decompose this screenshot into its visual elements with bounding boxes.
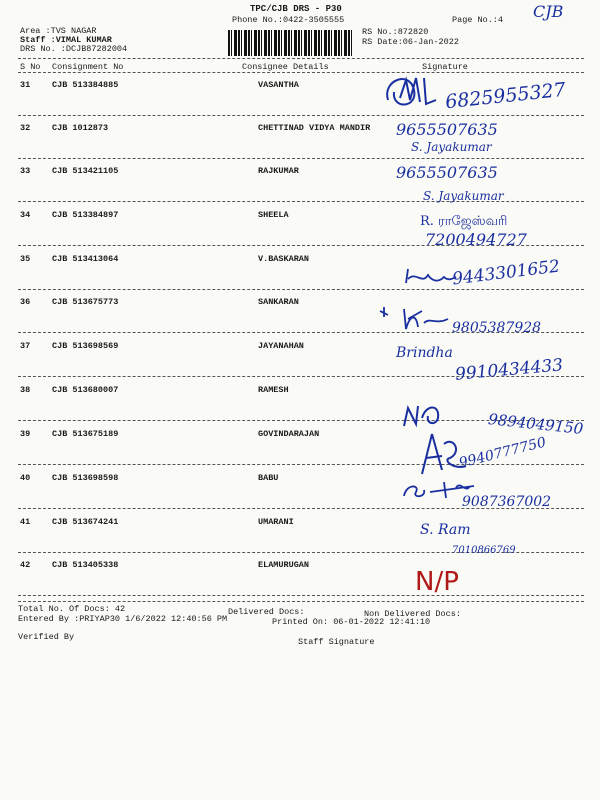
handwriting-row-41-name: S. Ram [420,522,471,538]
row-divider [18,158,584,159]
row-consignee-name: SHEELA [258,210,289,220]
row-consignee-name: UMARANI [258,517,294,527]
rs-number: RS No.:872820 [362,27,429,37]
handwriting-row-40: 9087367002 [462,494,552,510]
row-consignment-no: CJB 513384897 [52,210,119,220]
row-consignee-name: JAYANAHAN [258,341,304,351]
row-sno: 40 [20,473,31,483]
row-consignment-no: CJB 513674241 [52,517,119,527]
row-consignment-no: CJB 513680007 [52,385,119,395]
row-sno: 33 [20,166,31,176]
corner-handwritten-mark: CJB [533,2,564,21]
handwriting-row-34-phone: 7200494727 [425,230,527,249]
handwriting-row-41-phone: 7010866769 [452,545,516,556]
column-consignee: Consignee Details [242,62,329,72]
row-consignee-name: ELAMURUGAN [258,560,310,570]
row-consignment-no: CJB 513421105 [52,166,119,176]
column-signature: Signature [422,62,468,72]
handwriting-row-37-name: Brindha [396,345,453,361]
row-consignment-no: CJB 513384885 [52,80,119,90]
handwriting-row-36: 9805387928 [452,320,542,336]
row-consignee-name: GOVINDARAJAN [258,429,320,439]
row-sno: 31 [20,80,31,90]
handwriting-row-32-name: S. Jayakumar [411,140,492,154]
row-sno: 36 [20,297,31,307]
staff-signature-label: Staff Signature [298,637,375,647]
document-title: TPC/CJB DRS - P30 [250,4,342,14]
handwriting-row-32-phone: 9655507635 [396,120,498,139]
staff-field: Staff :VIMAL KUMAR [20,35,112,45]
row-sno: 34 [20,210,31,220]
row-sno: 37 [20,341,31,351]
signature-scribble-35 [402,265,458,289]
handwriting-row-37-phone: 9910434433 [454,355,564,385]
handwriting-row-39-phone: 9894049150 [487,410,585,438]
row-divider [18,115,584,116]
drs-number: DRS No. :DCJB87282004 [20,44,128,54]
row-consignment-no: CJB 1012873 [52,123,109,133]
signature-scribble-36 [378,305,454,333]
row-consignee-name: BABU [258,473,279,483]
phone-number: Phone No.:0422-3505555 [232,15,345,25]
row-consignment-no: CJB 513405338 [52,560,119,570]
row-consignee-name: SANKARAN [258,297,299,307]
non-delivered-docs: Non Delivered Docs: [364,609,461,619]
row-sno: 32 [20,123,31,133]
row-consignee-name: RAJKUMAR [258,166,299,176]
row-sno: 39 [20,429,31,439]
column-consignment: Consignment No [52,62,124,72]
page-number: Page No.:4 [452,15,504,25]
row-sno: 38 [20,385,31,395]
handwriting-row-33-name: S. Jayakumar [423,189,504,203]
handwriting-row-39-phone-2: 9940777750 [457,434,548,472]
entered-by: Entered By :PRIYAP30 1/6/2022 12:40:56 PM [18,614,228,624]
printed-on: Printed On: 06-01-2022 12:41:10 [272,617,431,627]
row-divider [18,464,584,465]
row-consignee-name: CHETTINAD VIDYA MANDIR [258,123,371,133]
verified-by: Verified By [18,632,75,642]
column-divider [18,72,584,73]
footer-divider [18,601,584,602]
row-divider [18,595,584,596]
handwriting-row-34-name: R. ராஜேஸ்வரி [420,214,508,229]
handwriting-row-33-phone: 9655507635 [396,163,498,182]
column-sno: S No [20,62,41,72]
signature-scribble-31 [380,70,440,115]
row-divider [18,289,584,290]
row-sno: 42 [20,560,31,570]
row-consignment-no: CJB 513698569 [52,341,119,351]
handwriting-row-35: 9443301652 [451,256,561,290]
row-consignment-no: CJB 513675189 [52,429,119,439]
row-consignment-no: CJB 513698598 [52,473,119,483]
delivered-docs: Delivered Docs: [228,607,305,617]
row-sno: 35 [20,254,31,264]
rs-date: RS Date:06-Jan-2022 [362,37,459,47]
row-consignee-name: V.BASKARAN [258,254,310,264]
row-consignment-no: CJB 513675773 [52,297,119,307]
header-divider [18,58,584,59]
row-consignee-name: VASANTHA [258,80,299,90]
row-consignment-no: CJB 513413064 [52,254,119,264]
total-docs: Total No. Of Docs: 42 [18,604,126,614]
handwriting-row-31: 6825955327 [444,78,567,114]
row-sno: 41 [20,517,31,527]
row-consignee-name: RAMESH [258,385,289,395]
area-field: Area :TVS NAGAR [20,26,97,36]
barcode [228,30,352,56]
handwriting-row-42-not-present: N/P [415,567,459,597]
